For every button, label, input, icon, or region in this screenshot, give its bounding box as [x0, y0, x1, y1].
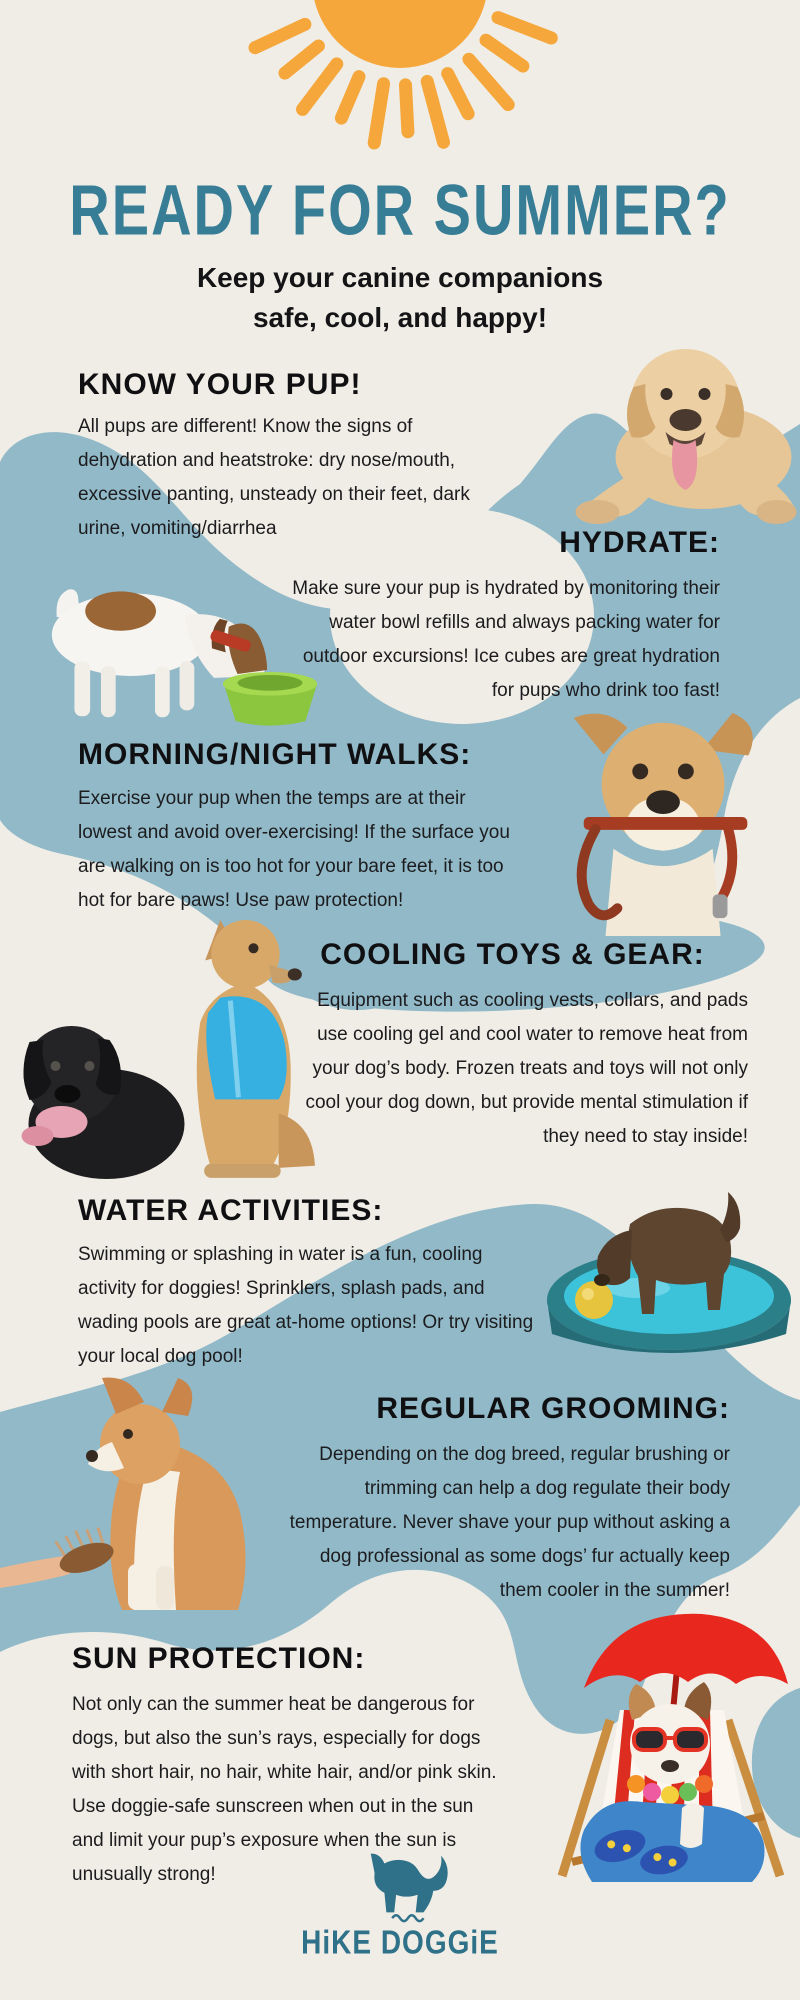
page-subtitle: [0, 258, 800, 338]
section-body-hydrate: Make sure your pup is hydrated by monitoring their water bowl refills and always packing water for outdoor excursions! Ice cubes are great hydration for pups who drink too fast!: [292, 578, 720, 701]
section-heading-grooming: REGULAR GROOMING:: [376, 1392, 730, 1425]
page-title: READY FOR SUMMER?: [69, 169, 731, 250]
photo-dog-red-leash: [542, 700, 794, 938]
photo-black-puppy-toy: [8, 1002, 186, 1187]
section-heading-know-your-pup: KNOW YOUR PUP!: [78, 368, 362, 401]
photo-lab-puppy: [572, 332, 800, 527]
section-heading-cooling: COOLING TOYS & GEAR:: [320, 938, 705, 971]
section-body-sun: Not only can the summer heat be dangerous for dogs, but also the sun’s rays, especially for dogs with short hair, no hair, white hair, and/or pink skin. Use doggie-safe sunscreen when out in the sun and limit your pup’s exposure when the sun is unusually strong!: [72, 1694, 497, 1885]
section-body-water: Swimming or splashing in water is a fun, cooling activity for doggies! Sprinklers, splash pads, and wading pools are great at-home options! Or try visiting your local dog pool!: [78, 1244, 534, 1367]
section-heading-sun: SUN PROTECTION:: [72, 1642, 366, 1675]
brand-name: HiKE DOGGiE: [301, 1924, 499, 1961]
section-body-grooming: Depending on the dog breed, regular brushing or trimming can help a dog regulate their body temperature. Never shave your pup without asking a dog professional as some dogs’ fur actually keep them cooler in the summer!: [289, 1444, 730, 1601]
subtitle-line-1: Keep your canine companions: [196, 262, 604, 293]
section-heading-hydrate: HYDRATE:: [559, 526, 720, 559]
photo-corgi-brushed: [0, 1372, 302, 1622]
subtitle-line-2: safe, cool, and happy!: [252, 302, 548, 333]
section-heading-water: WATER ACTIVITIES:: [78, 1194, 384, 1227]
section-body-know-your-pup: All pups are different! Know the signs of dehydration and heatstroke: dry nose/mouth, excessive panting, unsteady on their feet, dark urine, vomiting/diarrhea: [78, 416, 470, 539]
section-heading-walks: MORNING/NIGHT WALKS:: [78, 738, 472, 771]
section-body-cooling: Equipment such as cooling vests, collars, and pads use cooling gel and cool water to remove heat from your dog’s body. Frozen treats and toys will not only cool your dog down, but provide mental stimulation if they need to stay inside!: [305, 990, 748, 1147]
photo-beach-dog-umbrella: [532, 1592, 800, 1884]
section-body-walks: Exercise your pup when the temps are at their lowest and avoid over-exercising! If the surface you are walking on is too hot for your bare feet, it is too hot for bare paws! Use paw protection!: [78, 788, 510, 911]
sun-icon: [255, 0, 551, 143]
photo-dog-wading-pool: [538, 1182, 800, 1367]
